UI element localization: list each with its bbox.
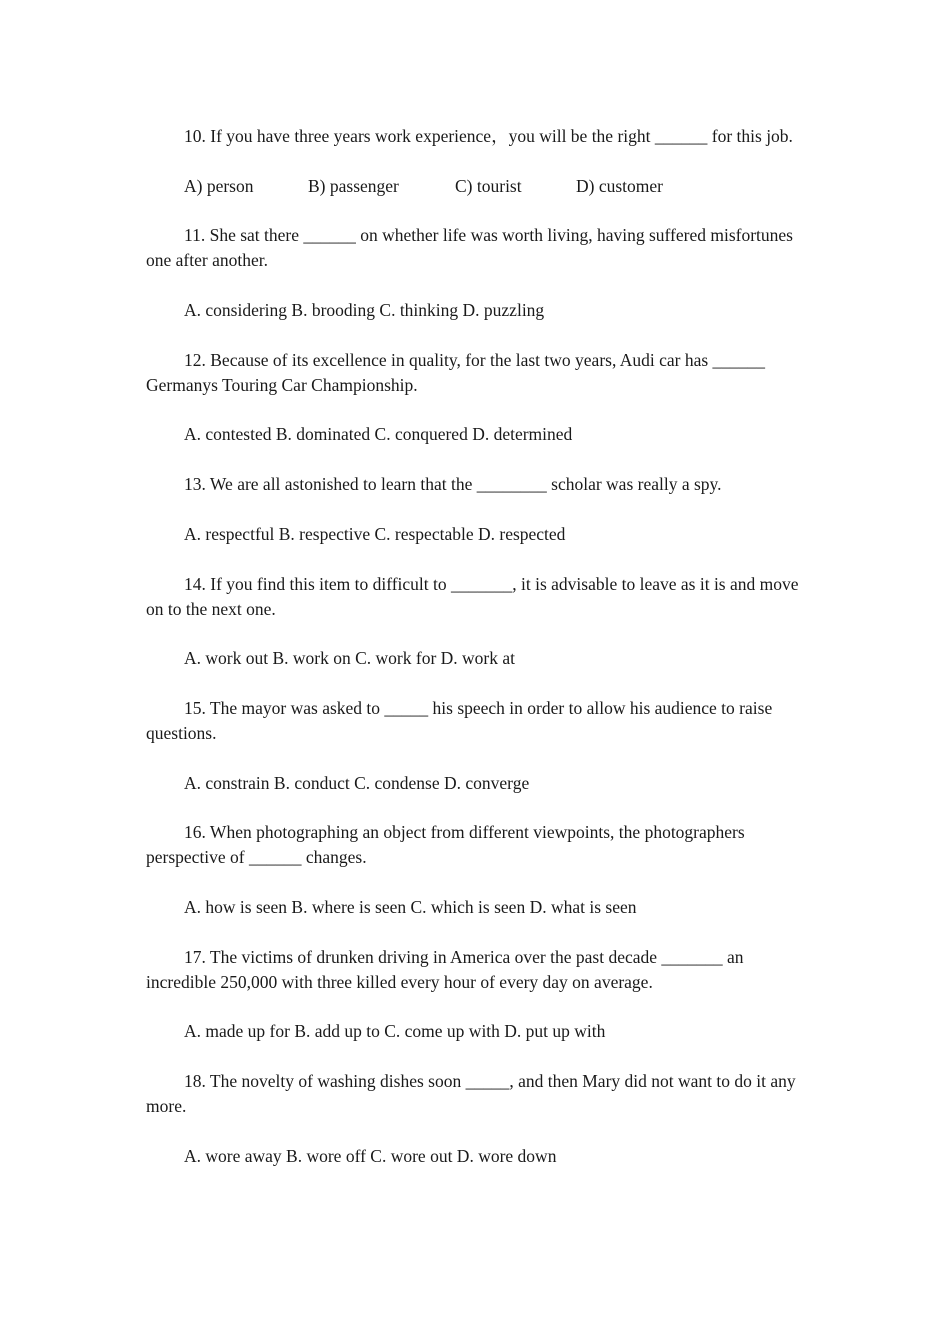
document-page [146, 124, 806, 1193]
question-14-stem: 14. If you find this item to difficult to _______, it is advisable to leave as it is and move on to the next one. [146, 573, 799, 619]
question-15-stem: 15. The mayor was asked to _____ his speech in order to allow his audience to raise questions. [146, 697, 773, 743]
question-11-options: A. considering B. brooding C. thinking D. puzzling [184, 300, 545, 321]
question-11-stem: 11. She sat there ______ on whether life was worth living, having suffered misfortunes one after another. [146, 225, 793, 271]
question-18-options: A. wore away B. wore off C. wore out D. wore down [184, 1145, 557, 1166]
question-12-stem: 12. Because of its excellence in quality, for the last two years, Audi car has ______ Germanys Touring Car Championship. [146, 349, 766, 395]
question-15-options: A. constrain B. conduct C. condense D. converge [184, 772, 530, 793]
question-10-stem: 10. If you have three years work experience，you will be the right ______ for this job. [184, 126, 793, 146]
question-10-option-b: B) passenger [308, 175, 399, 196]
question-17-options: A. made up for B. add up to C. come up with D. put up with [184, 1021, 606, 1042]
question-10-option-d: D) customer [576, 175, 663, 196]
question-14-options: A. work out B. work on C. work for D. work at [184, 648, 516, 669]
question-12-options: A. contested B. dominated C. conquered D. determined [184, 424, 573, 445]
question-16-options: A. how is seen B. where is seen C. which is seen D. what is seen [184, 896, 637, 917]
question-17-stem: 17. The victims of drunken driving in America over the past decade _______ an incredible 250,000 with three killed every hour of every day on average. [146, 946, 744, 992]
question-13-stem: 13. We are all astonished to learn that the ________ scholar was really a spy. [184, 474, 722, 495]
question-13-options: A. respectful B. respective C. respectable D. respected [184, 523, 566, 544]
question-16-stem: 16. When photographing an object from different viewpoints, the photographers perspective of ______ changes. [146, 822, 745, 868]
question-10-options [184, 174, 806, 199]
question-10-option-a: A) person [184, 175, 254, 196]
question-18-stem: 18. The novelty of washing dishes soon _____, and then Mary did not want to do it any more. [146, 1071, 796, 1116]
question-10-option-c: C) tourist [455, 175, 522, 196]
